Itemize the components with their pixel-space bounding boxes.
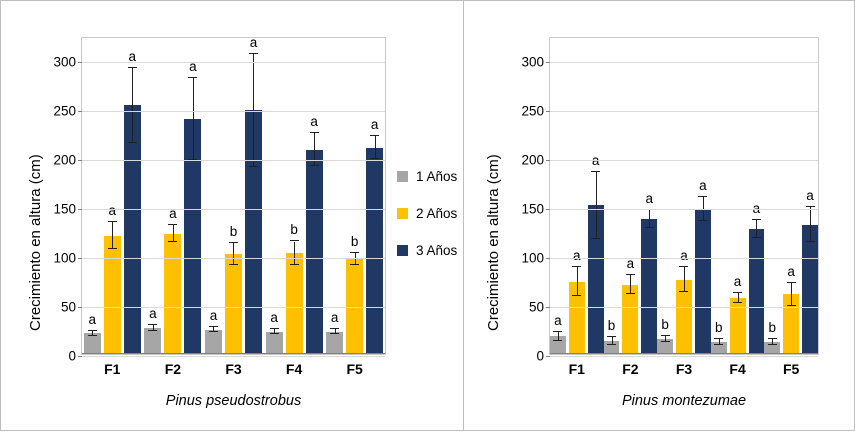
error-bar xyxy=(112,222,113,249)
gridline xyxy=(550,111,818,112)
gridline xyxy=(550,307,818,308)
error-bar-cap-bottom xyxy=(679,291,688,292)
error-bar-cap-bottom xyxy=(229,264,238,265)
x-tick-label: F1 xyxy=(568,361,585,377)
error-bar-cap-bottom xyxy=(752,237,761,238)
significance-label: a xyxy=(88,311,97,327)
y-tick-label: 100 xyxy=(53,250,76,266)
significance-label: a xyxy=(626,255,635,271)
chart-panel-pinus-pseudostrobus xyxy=(1,1,462,432)
bar xyxy=(225,254,242,354)
significance-label: a xyxy=(573,247,581,263)
significance-label: a xyxy=(270,309,278,325)
legend-label-2-anos: 2 Años xyxy=(416,206,458,221)
error-bar-cap-top xyxy=(330,328,339,329)
bar xyxy=(124,105,141,354)
significance-label: a xyxy=(591,153,600,169)
legend-item-1 xyxy=(397,169,457,184)
y-tick-mark xyxy=(546,209,550,210)
error-bar-cap-top xyxy=(768,338,777,339)
bar xyxy=(164,234,181,354)
error-bar-cap-top xyxy=(229,242,238,243)
error-bar-cap-bottom xyxy=(768,344,777,345)
error-bar-cap-bottom xyxy=(290,264,299,265)
error-bar xyxy=(375,136,376,159)
significance-label: a xyxy=(370,116,379,132)
error-bar-cap-top xyxy=(752,219,761,220)
error-bar-cap-bottom xyxy=(626,293,635,294)
significance-label: b xyxy=(768,320,777,336)
y-tick-label: 0 xyxy=(536,348,544,364)
error-bar-cap-bottom xyxy=(310,165,319,166)
error-bar-cap-bottom xyxy=(330,333,339,334)
y-tick-mark xyxy=(78,209,82,210)
bar xyxy=(306,150,323,354)
error-bar-cap-top xyxy=(607,336,616,337)
error-bar-cap-bottom xyxy=(714,344,723,345)
gridline xyxy=(550,209,818,210)
error-bar-cap-top xyxy=(188,77,197,78)
error-bar xyxy=(233,243,234,265)
significance-label: a xyxy=(189,59,197,75)
legend-item-2 xyxy=(397,206,457,221)
y-tick-label: 150 xyxy=(521,201,544,217)
legend-item-3 xyxy=(397,243,457,258)
error-bar-cap-bottom xyxy=(572,295,581,296)
bar xyxy=(286,253,303,354)
error-bar-cap-top xyxy=(310,132,319,133)
gridline xyxy=(550,356,818,357)
error-bar-cap-top xyxy=(249,53,258,54)
significance-label: a xyxy=(108,202,117,218)
bar xyxy=(84,333,101,354)
error-bar-cap-bottom xyxy=(698,220,707,221)
y-tick-label: 200 xyxy=(521,152,544,168)
x-tick-label: F2 xyxy=(622,361,639,377)
error-bar-cap-bottom xyxy=(645,227,654,228)
bar xyxy=(641,219,657,354)
error-bar-cap-top xyxy=(679,266,688,267)
significance-label: a xyxy=(645,191,653,207)
y-tick-label: 50 xyxy=(60,299,76,315)
significance-label: a xyxy=(169,205,177,221)
gridline xyxy=(82,307,385,308)
error-bar xyxy=(630,275,631,295)
error-bar-cap-top xyxy=(209,326,218,327)
y-tick-label: 50 xyxy=(528,299,544,315)
legend-label-3-anos: 3 Años xyxy=(416,243,458,258)
y-tick-label: 200 xyxy=(53,152,76,168)
significance-label: a xyxy=(699,178,707,194)
error-bar-cap-top xyxy=(88,330,97,331)
x-axis-title-left: Pinus pseudostrobus xyxy=(165,393,302,409)
error-bar-cap-top xyxy=(128,67,137,68)
gridline xyxy=(82,209,385,210)
x-tick-label: F2 xyxy=(164,361,182,377)
error-bar-cap-top xyxy=(787,282,796,283)
x-tick-label: F5 xyxy=(783,361,800,377)
x-tick-label: F1 xyxy=(104,361,121,377)
error-bar-cap-top xyxy=(270,328,279,329)
bar xyxy=(144,328,161,354)
x-axis-line xyxy=(550,353,818,354)
legend-label-1-anos: 1 Años xyxy=(416,169,458,184)
error-bar-cap-top xyxy=(572,266,581,267)
significance-label: b xyxy=(229,224,238,240)
y-axis-title-right: Crecimiento en altura (cm) xyxy=(485,154,502,331)
error-bar xyxy=(577,267,578,296)
significance-label: a xyxy=(680,247,688,263)
error-bar-cap-bottom xyxy=(661,341,670,342)
error-bar xyxy=(596,172,597,239)
y-tick-label: 0 xyxy=(68,348,76,364)
plot-area-left xyxy=(53,34,386,377)
error-bar-cap-bottom xyxy=(108,248,117,249)
chart-legend xyxy=(397,169,457,280)
error-bar-cap-top xyxy=(626,274,635,275)
significance-label: a xyxy=(128,49,137,65)
error-bar-cap-top xyxy=(148,324,157,325)
y-tick-label: 300 xyxy=(53,54,76,70)
error-bar-cap-top xyxy=(591,171,600,172)
bar xyxy=(326,332,343,355)
error-bar-cap-top xyxy=(108,221,117,222)
gridline xyxy=(82,258,385,259)
x-tick-label: F4 xyxy=(285,361,303,377)
error-bar-cap-top xyxy=(661,335,670,336)
error-bar-cap-top xyxy=(714,338,723,339)
error-bar xyxy=(684,267,685,292)
gridline xyxy=(550,160,818,161)
error-bar-cap-bottom xyxy=(607,344,616,345)
y-tick-label: 250 xyxy=(53,103,76,119)
legend-swatch-1-anos xyxy=(397,171,408,182)
x-axis-line xyxy=(82,353,385,354)
y-tick-label: 250 xyxy=(521,103,544,119)
bar xyxy=(366,148,383,354)
y-tick-mark xyxy=(78,356,82,357)
x-tick-label: F4 xyxy=(729,361,746,377)
error-bar-cap-bottom xyxy=(553,340,562,341)
significance-label: a xyxy=(554,312,562,328)
y-axis-title-left: Crecimiento en altura (cm) xyxy=(27,154,44,331)
significance-label: b xyxy=(714,320,723,336)
gridline xyxy=(82,62,385,63)
error-bar xyxy=(132,68,133,142)
error-bar-cap-top xyxy=(350,252,359,253)
x-tick-label: F3 xyxy=(225,361,242,377)
error-bar-cap-bottom xyxy=(88,335,97,336)
bar xyxy=(104,236,121,354)
y-tick-mark xyxy=(546,160,550,161)
gridline xyxy=(82,111,385,112)
bar xyxy=(622,285,638,354)
bar xyxy=(749,229,765,354)
y-tick-label: 300 xyxy=(521,54,544,70)
significance-label: a xyxy=(787,263,795,279)
error-bar-cap-bottom xyxy=(787,305,796,306)
y-tick-label: 150 xyxy=(53,201,76,217)
error-bar-cap-top xyxy=(806,206,815,207)
error-bar-cap-bottom xyxy=(168,241,177,242)
bar xyxy=(802,225,818,354)
error-bar xyxy=(253,54,254,168)
plot-area-right xyxy=(521,37,819,377)
legend-swatch-2-anos xyxy=(397,208,408,219)
error-bar-cap-top xyxy=(553,331,562,332)
significance-label: a xyxy=(752,200,761,216)
significance-label: b xyxy=(607,318,616,334)
significance-label: a xyxy=(249,34,258,50)
bar xyxy=(266,332,283,355)
significance-label: a xyxy=(149,305,157,321)
error-bar-cap-bottom xyxy=(591,238,600,239)
gridline xyxy=(82,356,385,357)
error-bar-cap-bottom xyxy=(209,331,218,332)
legend-swatch-3-anos xyxy=(397,245,408,256)
error-bar xyxy=(173,225,174,243)
y-tick-label: 100 xyxy=(521,250,544,266)
x-tick-label: F3 xyxy=(675,361,693,377)
error-bar xyxy=(193,78,194,160)
significance-label: a xyxy=(330,309,339,325)
chart-panel-pinus-montezumae xyxy=(463,1,855,432)
significance-label: b xyxy=(350,234,359,250)
error-bar xyxy=(756,220,757,238)
y-tick-mark xyxy=(78,258,82,259)
error-bar-cap-bottom xyxy=(128,142,137,143)
y-tick-mark xyxy=(78,160,82,161)
y-tick-mark xyxy=(78,62,82,63)
error-bar-cap-top xyxy=(290,240,299,241)
bar xyxy=(695,209,711,354)
error-bar-cap-top xyxy=(370,135,379,136)
y-tick-mark xyxy=(546,258,550,259)
significance-label: a xyxy=(733,274,742,290)
y-tick-mark xyxy=(546,111,550,112)
error-bar-cap-bottom xyxy=(249,166,258,167)
error-bar-cap-bottom xyxy=(350,264,359,265)
error-bar-cap-bottom xyxy=(370,158,379,159)
bar xyxy=(205,330,222,354)
significance-label: b xyxy=(290,222,298,238)
error-bar-cap-bottom xyxy=(270,333,279,334)
x-tick-label: F5 xyxy=(346,361,363,377)
error-bar-cap-bottom xyxy=(148,330,157,331)
error-bar xyxy=(649,210,650,228)
significance-label: a xyxy=(806,188,814,204)
x-axis-title-right: Pinus montezumae xyxy=(621,393,747,409)
error-bar-cap-top xyxy=(733,292,742,293)
gridline xyxy=(550,258,818,259)
error-bar xyxy=(810,207,811,242)
significance-label: a xyxy=(310,113,318,129)
error-bar-cap-top xyxy=(168,224,177,225)
error-bar-cap-top xyxy=(698,196,707,197)
gridline xyxy=(82,160,385,161)
error-bar-cap-bottom xyxy=(806,241,815,242)
gridline xyxy=(550,62,818,63)
error-bar-cap-bottom xyxy=(733,302,742,303)
error-bar xyxy=(791,283,792,306)
significance-label: b xyxy=(661,317,669,333)
y-tick-mark xyxy=(546,356,550,357)
significance-label: a xyxy=(209,307,218,323)
y-tick-mark xyxy=(546,307,550,308)
error-bar xyxy=(294,242,295,265)
y-tick-mark xyxy=(78,111,82,112)
y-tick-mark xyxy=(546,62,550,63)
y-tick-mark xyxy=(78,307,82,308)
